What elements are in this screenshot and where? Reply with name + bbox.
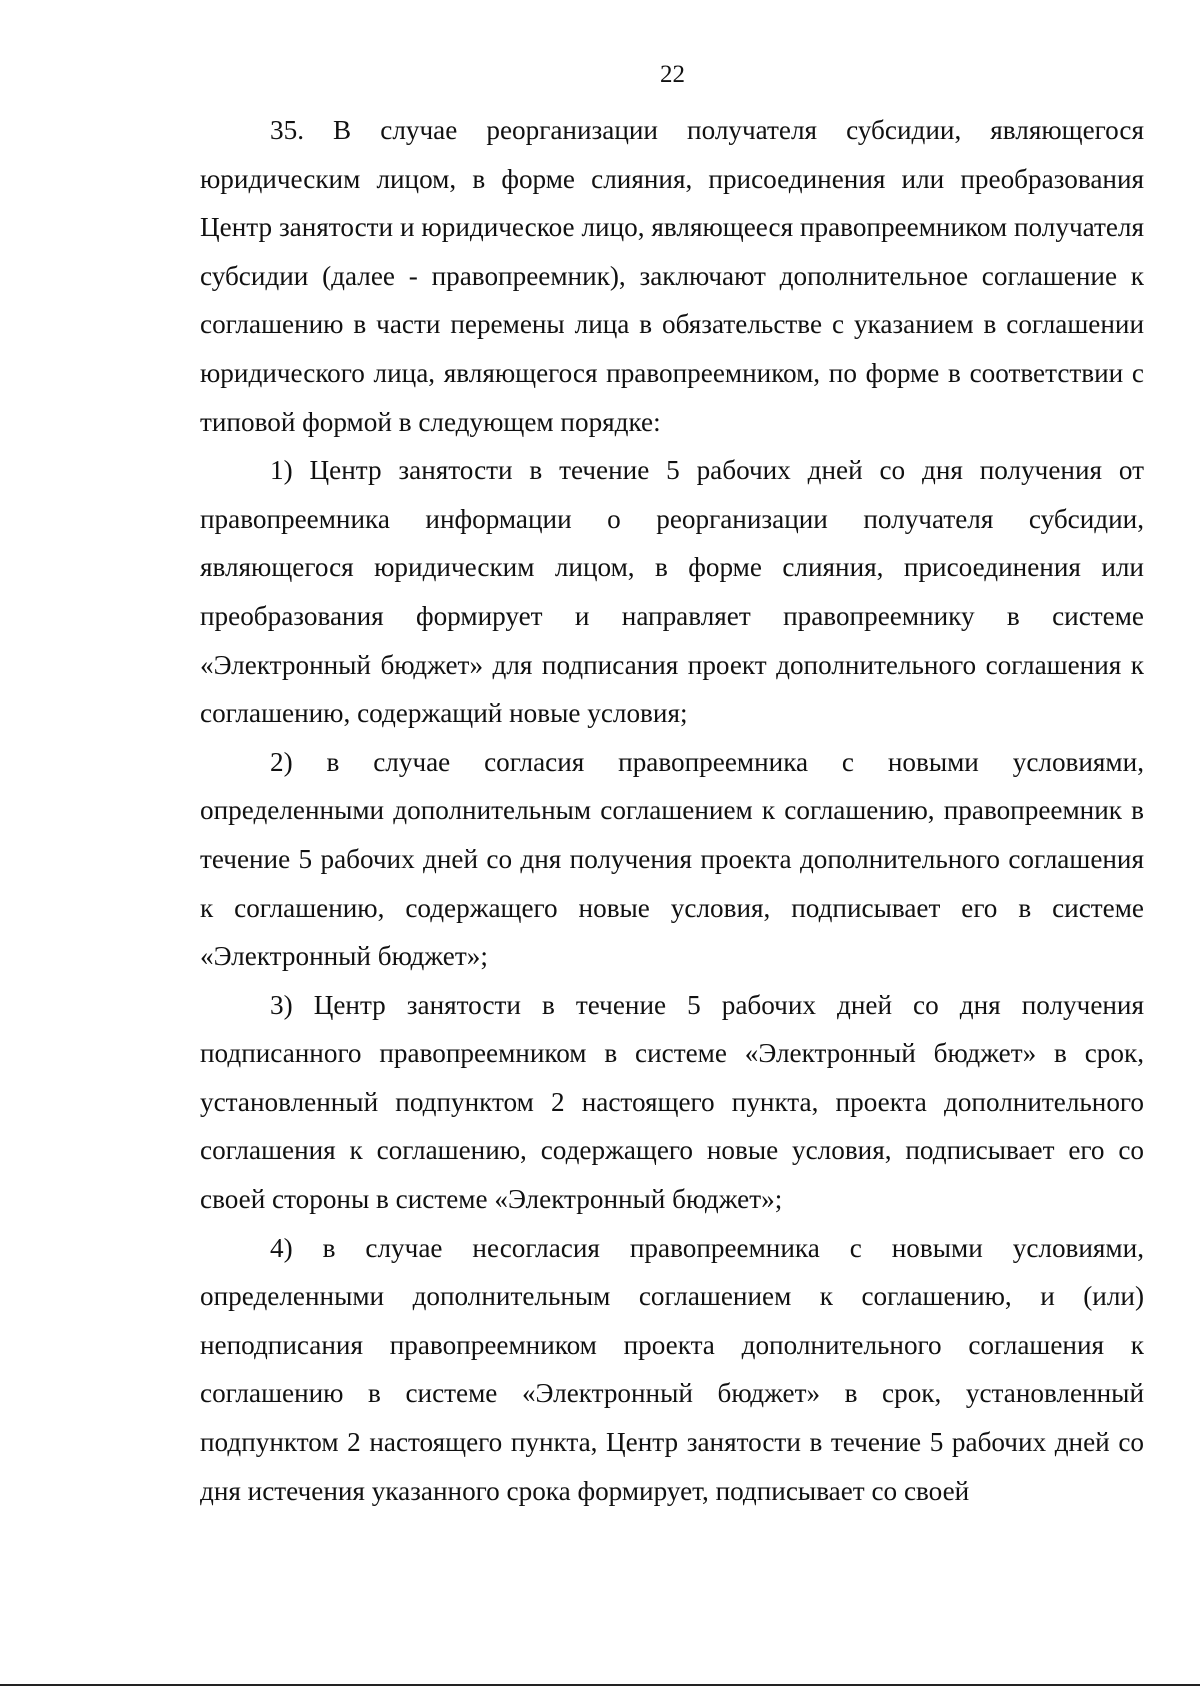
document-body (200, 106, 1144, 1515)
paragraph-subitem-2: 2) в случае согласия правопреемника с новыми условиями, определенными дополнительным соглашением к соглашению, правопреемник в течение 5 рабочих дней со дня получения проекта дополнительного соглашения к соглашению, содержащего новые условия, подписывает его в системе «Электронный бюджет»; (200, 746, 1144, 972)
paragraph-35: 35. В случае реорганизации получателя субсидии, являющегося юридическим лицом, в форме слияния, присоединения или преобразования Центр занятости и юридическое лицо, являющееся правопреемником получателя субсидии (далее - правопреемник), заключают дополнительное соглашение к соглашению в части перемены лица в обязательстве с указанием в соглашении юридического лица, являющегося правопреемником, по форме в соответствии с типовой формой в следующем порядке: (200, 115, 1144, 437)
paragraph-subitem-4: 4) в случае несогласия правопреемника с новыми условиями, определенными дополнительным соглашением к соглашению, и (или) неподписания правопреемником проекта дополнительного соглашения к соглашению в системе «Электронный бюджет» в срок, установленный подпунктом 2 настоящего пункта, Центр занятости в течение 5 рабочих дней со дня истечения указанного срока формирует, подписывает со своей (200, 1232, 1144, 1506)
paragraph-subitem-1: 1) Центр занятости в течение 5 рабочих дней со дня получения от правопреемника информации о реорганизации получателя субсидии, являющегося юридическим лицом, в форме слияния, присоединения или преобразования формирует и направляет правопреемнику в системе «Электронный бюджет» для подписания проект дополнительного соглашения к соглашению, содержащий новые условия; (200, 455, 1144, 729)
page-bottom-edge-line (0, 1684, 1200, 1686)
page-number: 22 (660, 61, 685, 88)
paragraph-subitem-3: 3) Центр занятости в течение 5 рабочих дней со дня получения подписанного правопреемником в системе «Электронный бюджет» в срок, установленный подпунктом 2 настоящего пункта, проекта дополнительного соглашения к соглашению, содержащего новые условия, подписывает его со своей стороны в системе «Электронный бюджет»; (200, 989, 1144, 1215)
